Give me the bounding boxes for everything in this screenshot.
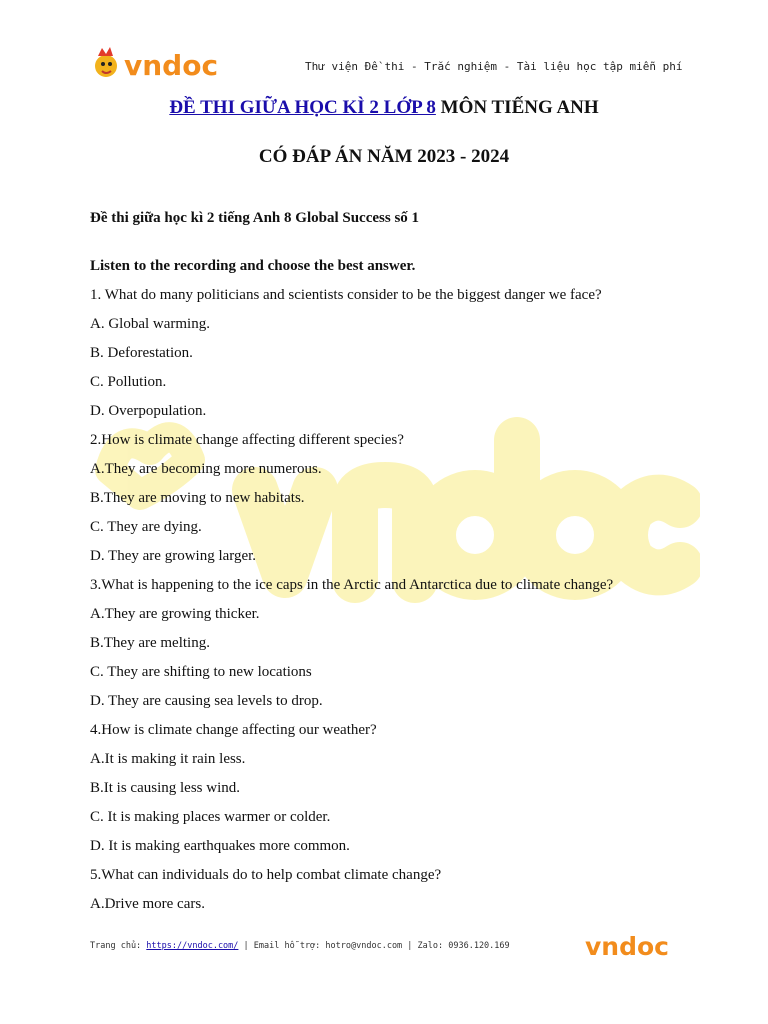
- question-text: 1. What do many politicians and scientists consider to be the biggest danger we face?: [90, 287, 602, 303]
- answer-option: D. They are causing sea levels to drop.: [90, 693, 323, 709]
- vndoc-logo[interactable]: [90, 44, 240, 84]
- subtitle: Đề thi giữa học kì 2 tiếng Anh 8 Global Success số 1: [90, 210, 420, 226]
- mascot-icon: [95, 47, 117, 77]
- answer-option: C. They are dying.: [90, 519, 202, 535]
- footer-prefix: Trang chủ:: [90, 941, 147, 951]
- footer-suffix: | Email hỗ trợ: hotro@vndoc.com | Zalo: 0936.120.169: [238, 941, 510, 951]
- answer-option: A.It is making it rain less.: [90, 751, 246, 767]
- answer-option: B.It is causing less wind.: [90, 780, 240, 796]
- instruction: Listen to the recording and choose the best answer.: [90, 258, 416, 274]
- document-title-line2: CÓ ĐÁP ÁN NĂM 2023 - 2024: [258, 146, 510, 167]
- answer-option: A.They are growing thicker.: [90, 606, 260, 622]
- answer-option: C. It is making places warmer or colder.: [90, 809, 331, 825]
- answer-option: D. They are growing larger.: [90, 548, 257, 564]
- answer-option: C. They are shifting to new locations: [90, 664, 312, 680]
- title-link[interactable]: ĐỀ THI GIỮA HỌC KÌ 2 LỚP 8: [169, 97, 436, 118]
- header-tagline: Thư viện Đề thi - Trắc nghiệm - Tài liệu học tập miễn phí: [305, 60, 683, 73]
- question-text: 2.How is climate change affecting different species?: [90, 432, 404, 448]
- document-title: [0, 97, 768, 119]
- answer-option: A.They are becoming more numerous.: [90, 461, 322, 477]
- answer-option: B. Deforestation.: [90, 345, 193, 361]
- answer-option: B.They are melting.: [90, 635, 210, 651]
- svg-text:vndoc: vndoc: [124, 49, 219, 82]
- answer-option: D. It is making earthquakes more common.: [90, 838, 350, 854]
- answer-option: B.They are moving to new habitats.: [90, 490, 305, 506]
- answer-option: A. Global warming.: [90, 316, 210, 332]
- question-text: 5.What can individuals do to help combat climate change?: [90, 867, 442, 883]
- question-text: 3.What is happening to the ice caps in the Arctic and Antarctica due to climate change?: [90, 577, 614, 593]
- answer-option: D. Overpopulation.: [90, 403, 207, 419]
- footer-vndoc-logo: [585, 930, 680, 962]
- question-text: 4.How is climate change affecting our weather?: [90, 722, 377, 738]
- answer-option: C. Pollution.: [90, 374, 167, 390]
- svg-text:vndoc: vndoc: [585, 932, 669, 961]
- answer-option: A.Drive more cars.: [90, 896, 205, 912]
- footer-home-link[interactable]: https://vndoc.com/: [146, 941, 239, 951]
- title-rest: MÔN TIẾNG ANH: [435, 97, 599, 118]
- footer-contact: [90, 941, 510, 951]
